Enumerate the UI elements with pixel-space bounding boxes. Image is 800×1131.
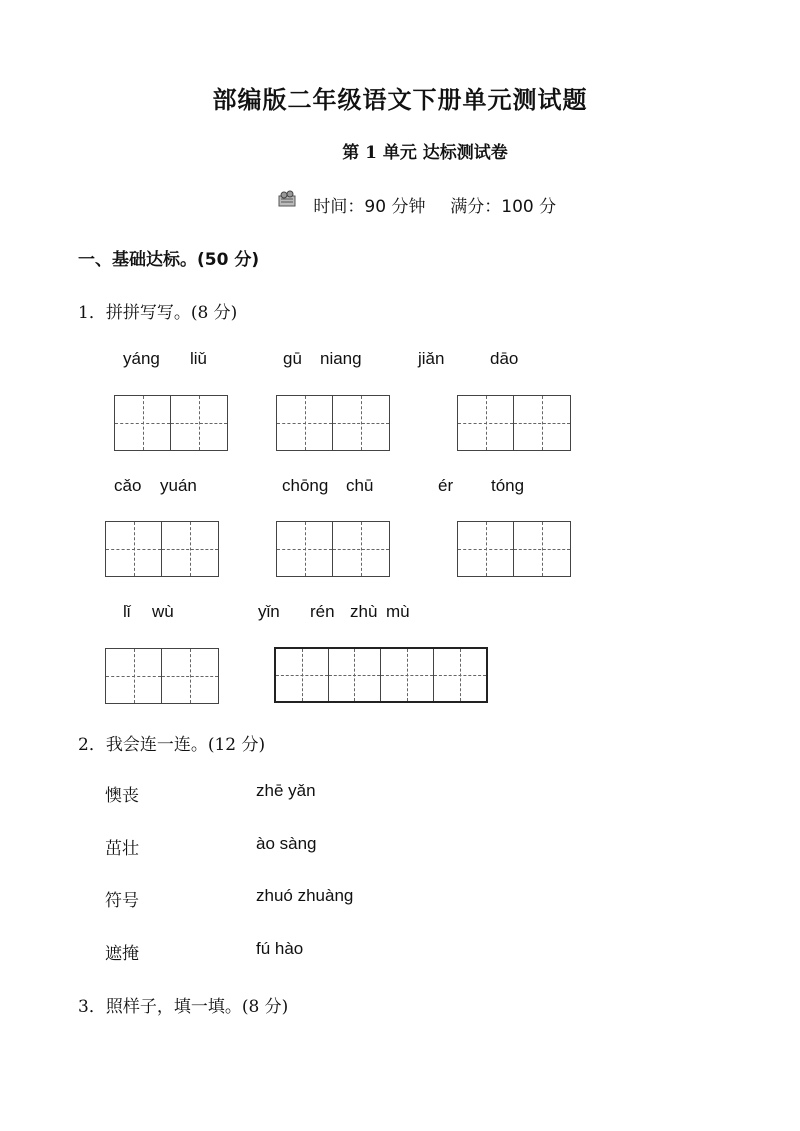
question-2: 2．我会连一连。(12 分) (78, 735, 266, 755)
score-value: 100 分 (501, 197, 557, 217)
writing-grid[interactable] (274, 647, 488, 703)
pinyin-label: yáng (123, 349, 160, 368)
time-score-line (278, 192, 556, 217)
pinyin-label: mù (386, 602, 410, 621)
writing-grid[interactable] (105, 521, 219, 577)
match-word[interactable]: 符号 (105, 891, 139, 911)
match-pinyin[interactable]: fú hào (256, 939, 304, 958)
page-subtitle: 第 1 单元 达标测试卷 (342, 143, 508, 163)
pinyin-label: yuán (160, 476, 197, 495)
pinyin-label: rén (310, 602, 335, 621)
score-label: 满分： (450, 197, 502, 217)
clock-icon (276, 190, 298, 210)
writing-grid[interactable] (114, 395, 228, 451)
pinyin-label: liǔ (190, 349, 208, 368)
writing-grid[interactable] (457, 521, 571, 577)
writing-grid[interactable] (457, 395, 571, 451)
time-label: 时间： (313, 197, 365, 217)
pinyin-label: chū (346, 476, 374, 495)
match-pinyin[interactable]: zhē yǎn (256, 781, 316, 800)
pinyin-label: zhù (350, 602, 378, 621)
pinyin-label: gū (283, 349, 302, 368)
pinyin-label: ér (438, 476, 454, 495)
writing-grid[interactable] (105, 648, 219, 704)
match-pinyin[interactable]: zhuó zhuàng (256, 886, 354, 905)
page-title: 部编版二年级语文下册单元测试题 (212, 85, 588, 114)
pinyin-label: wù (152, 602, 174, 621)
match-word[interactable]: 遮掩 (105, 944, 139, 964)
section-heading: 一、基础达标。(50 分) (78, 250, 260, 270)
pinyin-label: jiǎn (418, 349, 445, 368)
pinyin-label: lǐ (123, 602, 131, 621)
pinyin-label: yǐn (258, 602, 280, 621)
pinyin-label: cǎo (114, 476, 142, 495)
time-value: 90 分钟 (364, 197, 426, 217)
writing-grid[interactable] (276, 395, 390, 451)
pinyin-label: dāo (490, 349, 519, 368)
match-word[interactable]: 茁壮 (105, 839, 139, 859)
pinyin-label: niang (320, 349, 362, 368)
match-word[interactable]: 懊丧 (105, 786, 139, 806)
question-3: 3．照样子，填一填。(8 分) (78, 997, 289, 1017)
pinyin-label: chōng (282, 476, 329, 495)
writing-grid[interactable] (276, 521, 390, 577)
match-pinyin[interactable]: ào sàng (256, 834, 317, 853)
question-1: 1．拼拼写写。(8 分) (78, 303, 238, 323)
pinyin-label: tóng (491, 476, 525, 495)
